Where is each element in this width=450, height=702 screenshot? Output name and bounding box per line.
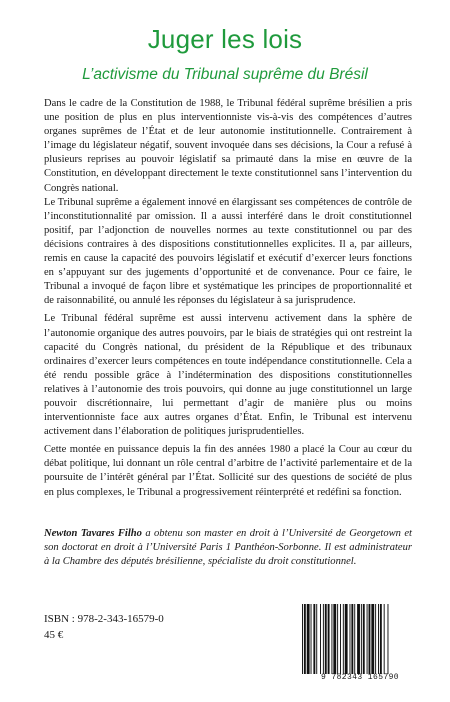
- author-bio-text: a obtenu son master en droit à l’Université de Georgetown et son doctorat en droit à l’Université Paris 1 Panthéon-Sorbonne. Il est administrateur à la Chambre des députés brésilienne, spécialiste du droit constitutionnel.: [44, 528, 412, 568]
- price-text: 45 €: [44, 629, 64, 641]
- barcode-bar: [316, 604, 317, 674]
- description-paragraph-3: Le Tribunal fédéral suprême est aussi intervenu activement dans la sphère de l’autonomie organique des autres pouvoirs, par le biais de stratégies qui ont restreint la capacité du Congrès national, du président de la République et des tribunaux ordinaires d’exercer leurs compétences en toute indépendance constitutionnelle. Cela a été rendu possible grâce à l’indétermination des dispositions constitutionnelles relatives à l’autonomie des trois pouvoirs, qui donne au juge constitutionnel un large pouvoir discrétionnaire, lui permettant d’agir de manière plus ou moins interventionniste face aux autres organes d’État. Enfin, le Tribunal est intervenu activement dans l’élaboration de politiques jurisprudentielles.: [44, 313, 412, 438]
- barcode-bar: [367, 604, 368, 674]
- barcode-bar: [375, 604, 376, 674]
- barcode-bar: [361, 604, 362, 674]
- barcode-bar: [323, 604, 324, 674]
- author-bio: [44, 527, 412, 570]
- barcode-bar: [354, 604, 355, 674]
- barcode-bar: [320, 604, 321, 674]
- barcode-bar: [363, 604, 365, 674]
- barcode-bar: [304, 604, 306, 674]
- barcode-bar: [384, 604, 385, 674]
- barcode-bar: [328, 604, 330, 674]
- barcode-bar: [302, 604, 303, 674]
- barcode-bar: [378, 604, 379, 674]
- barcode-bar: [350, 604, 351, 674]
- description-paragraph-2: Le Tribunal suprême a également innové en élargissant ses compétences de contrôle de l’inconstitutionnalité par omission. Il a aussi interféré dans le droit constitutionnel positif, par l’adjonction de nouvelles normes au texte constitutionnel ou par des décisions contraires à des dispositions constitutionnelles explicites. Il a, par ailleurs, remis en cause la capacité des pouvoirs législatif et exécutif d’exercer leurs fonctions en s’appuyant sur des jugements d’opportunité et de convenance. Pour ce faire, le Tribunal a invoqué de façon libre et systématique les principes de proportionnalité et de raisonnabilité, ou annulé les réponses du législateur à sa jurisprudence.: [44, 196, 412, 307]
- barcode-bar: [357, 604, 360, 674]
- description-paragraph-4: Cette montée en puissance depuis la fin des années 1980 a placé la Cour au cœur du débat politique, lui donnant un rôle central d’arbitre de l’activité parlementaire et de la poursuite de l’intérêt général par l’État. Sollicité sur des questions de société de plus en plus complexes, le Tribunal a progressivement réinterprété et redéfini sa fonction.: [44, 444, 412, 498]
- barcode-bar: [337, 604, 338, 674]
- publication-info: [44, 611, 164, 643]
- back-cover-description: [44, 97, 412, 500]
- barcode-bar: [371, 604, 374, 674]
- author-name: Newton Tavares Filho: [44, 528, 142, 539]
- barcode-bar: [313, 604, 315, 674]
- book-subtitle: L’activisme du Tribunal suprême du Brésil: [82, 66, 368, 83]
- barcode-bar: [380, 604, 382, 674]
- barcode-bar: [325, 604, 327, 674]
- barcode-digits: 9 782343 165790: [320, 673, 399, 682]
- barcode-bar: [345, 604, 348, 674]
- barcode-bar: [388, 604, 389, 674]
- isbn-text: ISBN : 978-2-343-16579-0: [44, 613, 164, 625]
- barcode-bar: [307, 604, 310, 674]
- barcode-bar: [351, 604, 353, 674]
- barcode-bar: [369, 604, 371, 674]
- barcode-bar: [311, 604, 312, 674]
- barcode-image: [300, 604, 418, 674]
- barcode-bar: [340, 604, 341, 674]
- barcode-bar: [331, 604, 332, 674]
- barcode-bar: [343, 604, 344, 674]
- description-paragraph-1: Dans le cadre de la Constitution de 1988, le Tribunal fédéral suprême brésilien a pris une position de plus en plus interventionniste vis-à-vis des compétences d’autres organes suprêmes de l’État et de leur autonomie institutionnelle. Contrairement à l’image du législateur négatif, souvent invoquée dans ses décisions, la Cour a refusé à plusieurs reprises au pouvoir législatif sa primauté dans la mise en œuvre de la Constitution, en développant directement le texte constitutionnel sans l’intervention du Congrès national.: [44, 98, 412, 194]
- barcode-bar: [333, 604, 336, 674]
- book-title: Juger les lois: [147, 24, 303, 54]
